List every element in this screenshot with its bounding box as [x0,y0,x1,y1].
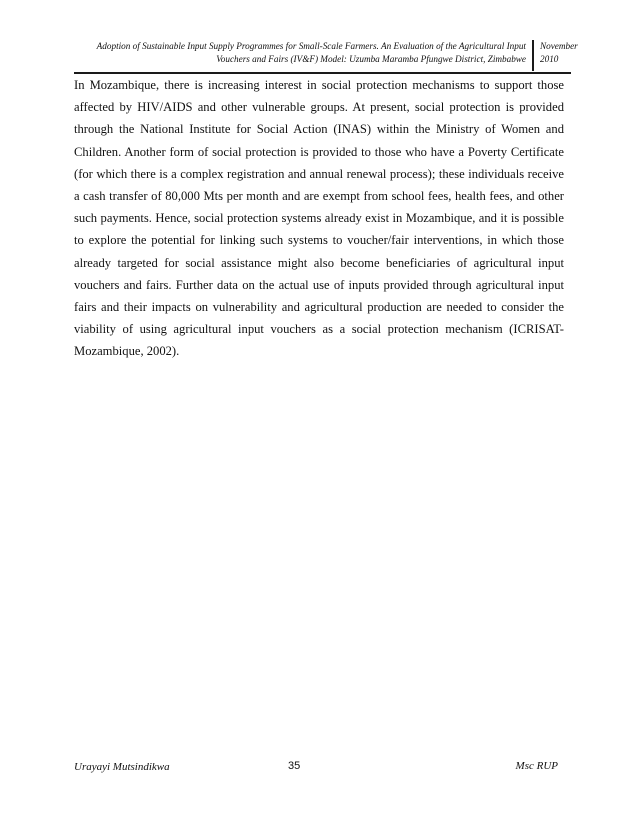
header-date-month: November [540,41,578,51]
header-date-year: 2010 [540,54,559,64]
header-date [540,40,578,66]
header-divider [532,40,534,71]
header-title-line-1: Adoption of Sustainable Input Supply Programmes for Small-Scale Farmers. An Evaluation of the Agricultural Input [96,41,526,51]
running-header [74,40,578,70]
footer-author: Urayayi Mutsindikwa [74,761,170,773]
footer-degree: Msc RUP [515,760,558,772]
header-title [74,40,526,66]
body-paragraph: In Mozambique, there is increasing interest in social protection mechanisms to support those affected by HIV/AIDS and other vulnerable groups. At present, social protection is provided through the National Institute for Social Action (INAS) within the Ministry of Women and Children. Another form of social protection is provided to those who have a Poverty Certificate (for which there is a complex registration and annual renewal process); these individuals receive a cash transfer of 80,000 Mts per month and are exempt from school fees, health fees, and other such payments. Hence, social protection systems already exist in Mozambique, and it is possible to explore the potential for linking such systems to voucher/fair interventions, in which those already targeted for social assistance might also become beneficiaries of agricultural input vouchers and fairs. Further data on the actual use of inputs provided through agricultural input fairs and their impacts on vulnerability and agricultural production are needed to consider the viability of using agricultural input vouchers as a social protection mechanism (ICRISAT-Mozambique, 2002). [74,78,564,359]
header-title-line-2: Vouchers and Fairs (IV&F) Model: Uzumba Maramba Pfungwe District, Zimbabwe [216,54,526,64]
footer-page-number: 35 [288,760,301,772]
